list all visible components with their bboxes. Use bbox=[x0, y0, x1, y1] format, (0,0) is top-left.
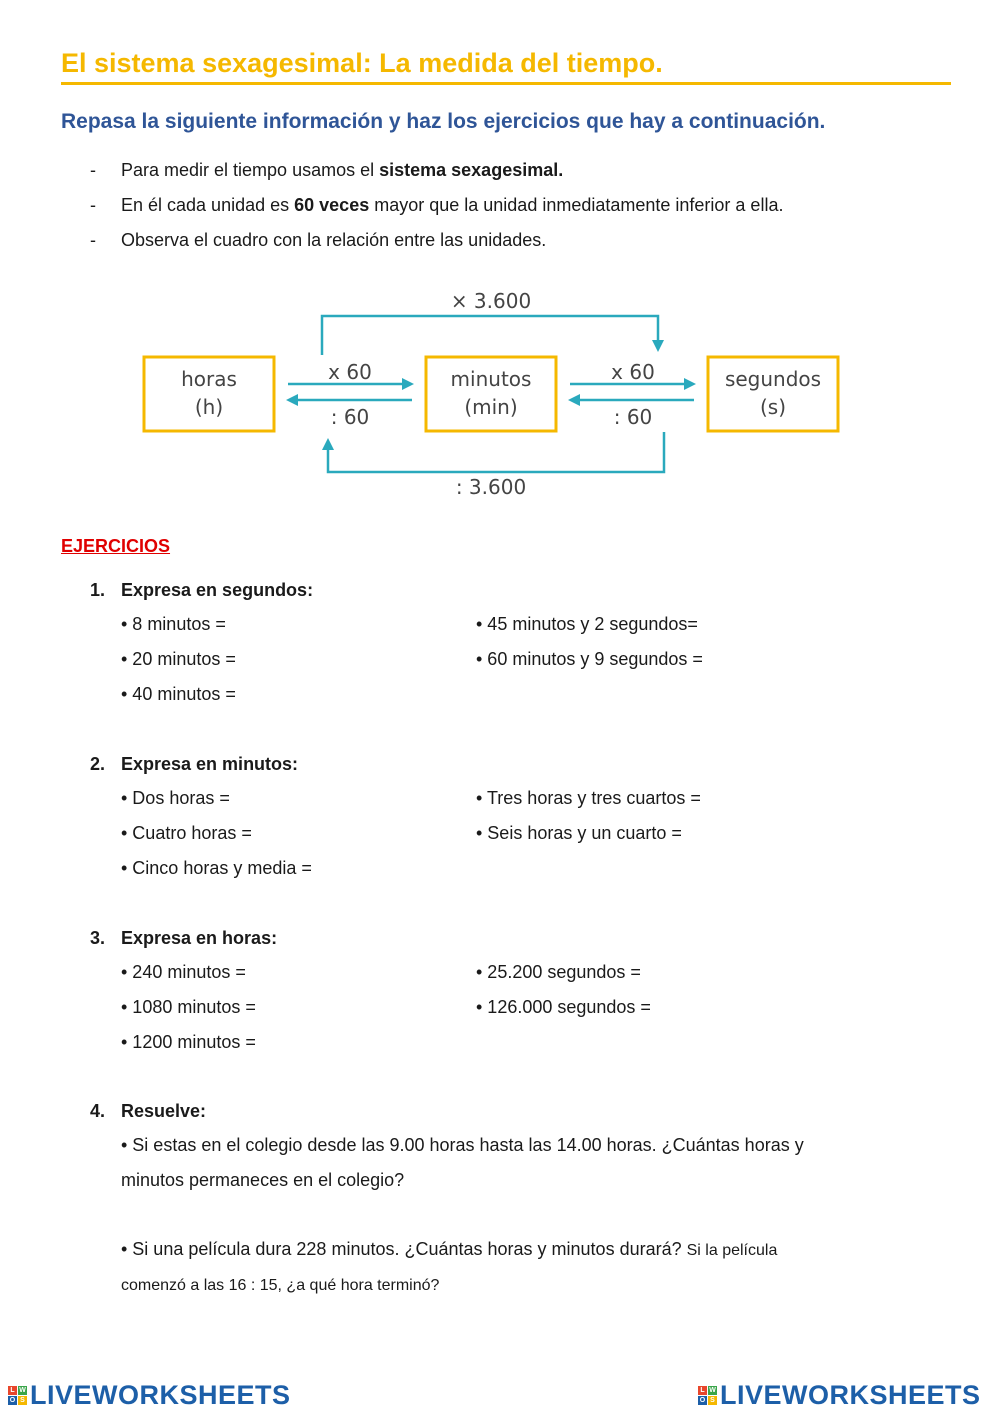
exercise-number: 4. bbox=[90, 1101, 106, 1121]
logo-letter: O bbox=[699, 1396, 706, 1404]
hours-abbr: (h) bbox=[194, 395, 224, 419]
exercise-3 bbox=[90, 927, 651, 1052]
logo-letter: W bbox=[709, 1386, 716, 1394]
arrowhead bbox=[402, 378, 414, 390]
footer-logo-right bbox=[698, 1380, 981, 1410]
hours-name: horas bbox=[181, 367, 237, 391]
problem-text: • Si una película dura 228 minutos. ¿Cuántas horas y minutos durará? bbox=[121, 1239, 687, 1259]
exercise-2 bbox=[90, 753, 701, 878]
arrowhead bbox=[286, 394, 298, 406]
brand-name: LIVEWORKSHEETS bbox=[720, 1379, 981, 1410]
liveworksheets-logo-icon bbox=[8, 1386, 27, 1405]
units-diagram bbox=[0, 0, 1000, 520]
liveworksheets-logo-icon bbox=[698, 1386, 717, 1405]
intro-bold: sistema sexagesimal. bbox=[379, 160, 564, 180]
exercise-heading bbox=[90, 753, 298, 788]
exercise-item: • 126.000 segundos = bbox=[476, 997, 651, 1017]
dash-marker: - bbox=[90, 195, 96, 215]
intro-text: Para medir el tiempo usamos el bbox=[121, 160, 380, 180]
problem-line: • Si estas en el colegio desde las 9.00 horas hasta las 14.00 horas. ¿Cuántas horas y bbox=[121, 1135, 804, 1155]
exercise-item: • 25.200 segundos = bbox=[476, 962, 641, 982]
instructions-subtitle: Repasa la siguiente información y haz los ejercicios que hay a continuación. bbox=[61, 110, 826, 133]
brand-name: LIVEWORKSHEETS bbox=[30, 1379, 291, 1410]
arrowhead bbox=[322, 438, 334, 450]
arrowhead bbox=[684, 378, 696, 390]
arrow-h-to-s-top bbox=[322, 316, 658, 355]
exercise-item: • 240 minutos = bbox=[121, 962, 246, 982]
intro-text: mayor que la unidad inmediatamente inferior a ella. bbox=[369, 195, 784, 215]
label-div60-left: : 60 bbox=[330, 405, 370, 429]
exercise-item: • 1080 minutos = bbox=[121, 997, 256, 1017]
page-title: El sistema sexagesimal: La medida del tiempo. bbox=[61, 46, 951, 85]
label-div3600: : 3.600 bbox=[455, 475, 527, 499]
arrowhead bbox=[652, 340, 664, 352]
seconds-name: segundos bbox=[724, 367, 822, 391]
arrowhead bbox=[568, 394, 580, 406]
problem-school-hours bbox=[121, 1128, 921, 1198]
intro-text: En él cada unidad es bbox=[121, 195, 295, 215]
dash-marker: - bbox=[90, 230, 96, 250]
intro-text: Observa el cuadro con la relación entre las unidades. bbox=[121, 230, 547, 250]
exercise-item: • Cuatro horas = bbox=[121, 823, 252, 843]
exercise-item: • Seis horas y un cuarto = bbox=[476, 823, 682, 843]
exercise-item: • Tres horas y tres cuartos = bbox=[476, 788, 701, 808]
exercise-title: Expresa en minutos: bbox=[121, 754, 299, 774]
seconds-abbr: (s) bbox=[759, 395, 787, 419]
problem-line-1 bbox=[121, 1232, 921, 1268]
minutes-abbr: (min) bbox=[464, 395, 518, 419]
intro-bold: 60 veces bbox=[294, 195, 370, 215]
arrow-s-to-h-bottom bbox=[328, 432, 664, 472]
footer-logo-left bbox=[8, 1380, 291, 1410]
exercise-heading bbox=[90, 579, 313, 614]
problem-text-small: Si la película bbox=[686, 1242, 778, 1259]
exercise-title: Expresa en segundos: bbox=[121, 580, 314, 600]
logo-letter: S bbox=[708, 1396, 717, 1405]
exercise-item: • 60 minutos y 9 segundos = bbox=[476, 649, 703, 669]
label-mult60-left: x 60 bbox=[328, 360, 372, 384]
minutes-name: minutos bbox=[450, 367, 532, 391]
exercise-title: Expresa en horas: bbox=[121, 928, 278, 948]
dash-marker: - bbox=[90, 160, 96, 180]
exercise-item: • 45 minutos y 2 segundos= bbox=[476, 614, 698, 634]
problem-line: minutos permaneces en el colegio? bbox=[121, 1170, 405, 1190]
exercise-heading bbox=[90, 927, 277, 962]
exercise-number: 1. bbox=[90, 580, 106, 600]
exercises-heading: EJERCICIOS bbox=[61, 536, 171, 556]
label-mult60-right: x 60 bbox=[611, 360, 655, 384]
exercise-title: Resuelve: bbox=[121, 1101, 207, 1121]
exercise-item: • 8 minutos = bbox=[121, 614, 226, 634]
logo-letter: L bbox=[698, 1386, 707, 1395]
exercise-number: 3. bbox=[90, 928, 106, 948]
logo-letter: S bbox=[18, 1396, 27, 1405]
exercise-item: • Dos horas = bbox=[121, 788, 230, 808]
exercise-item: • 40 minutos = bbox=[121, 684, 236, 704]
label-mult3600: × 3.600 bbox=[450, 289, 532, 313]
exercise-item: • 20 minutos = bbox=[121, 649, 236, 669]
exercise-number: 2. bbox=[90, 754, 106, 774]
problem-movie-duration bbox=[121, 1232, 921, 1303]
logo-letter: O bbox=[9, 1396, 16, 1404]
exercise-item: • 1200 minutos = bbox=[121, 1032, 256, 1052]
logo-letter: L bbox=[8, 1386, 17, 1395]
problem-line: comenzó a las 16 : 15, ¿a qué hora terminó? bbox=[121, 1277, 440, 1294]
logo-letter: W bbox=[19, 1386, 26, 1394]
exercise-1 bbox=[90, 579, 703, 704]
exercise-item: • Cinco horas y media = bbox=[121, 858, 312, 878]
label-div60-right: : 60 bbox=[613, 405, 653, 429]
